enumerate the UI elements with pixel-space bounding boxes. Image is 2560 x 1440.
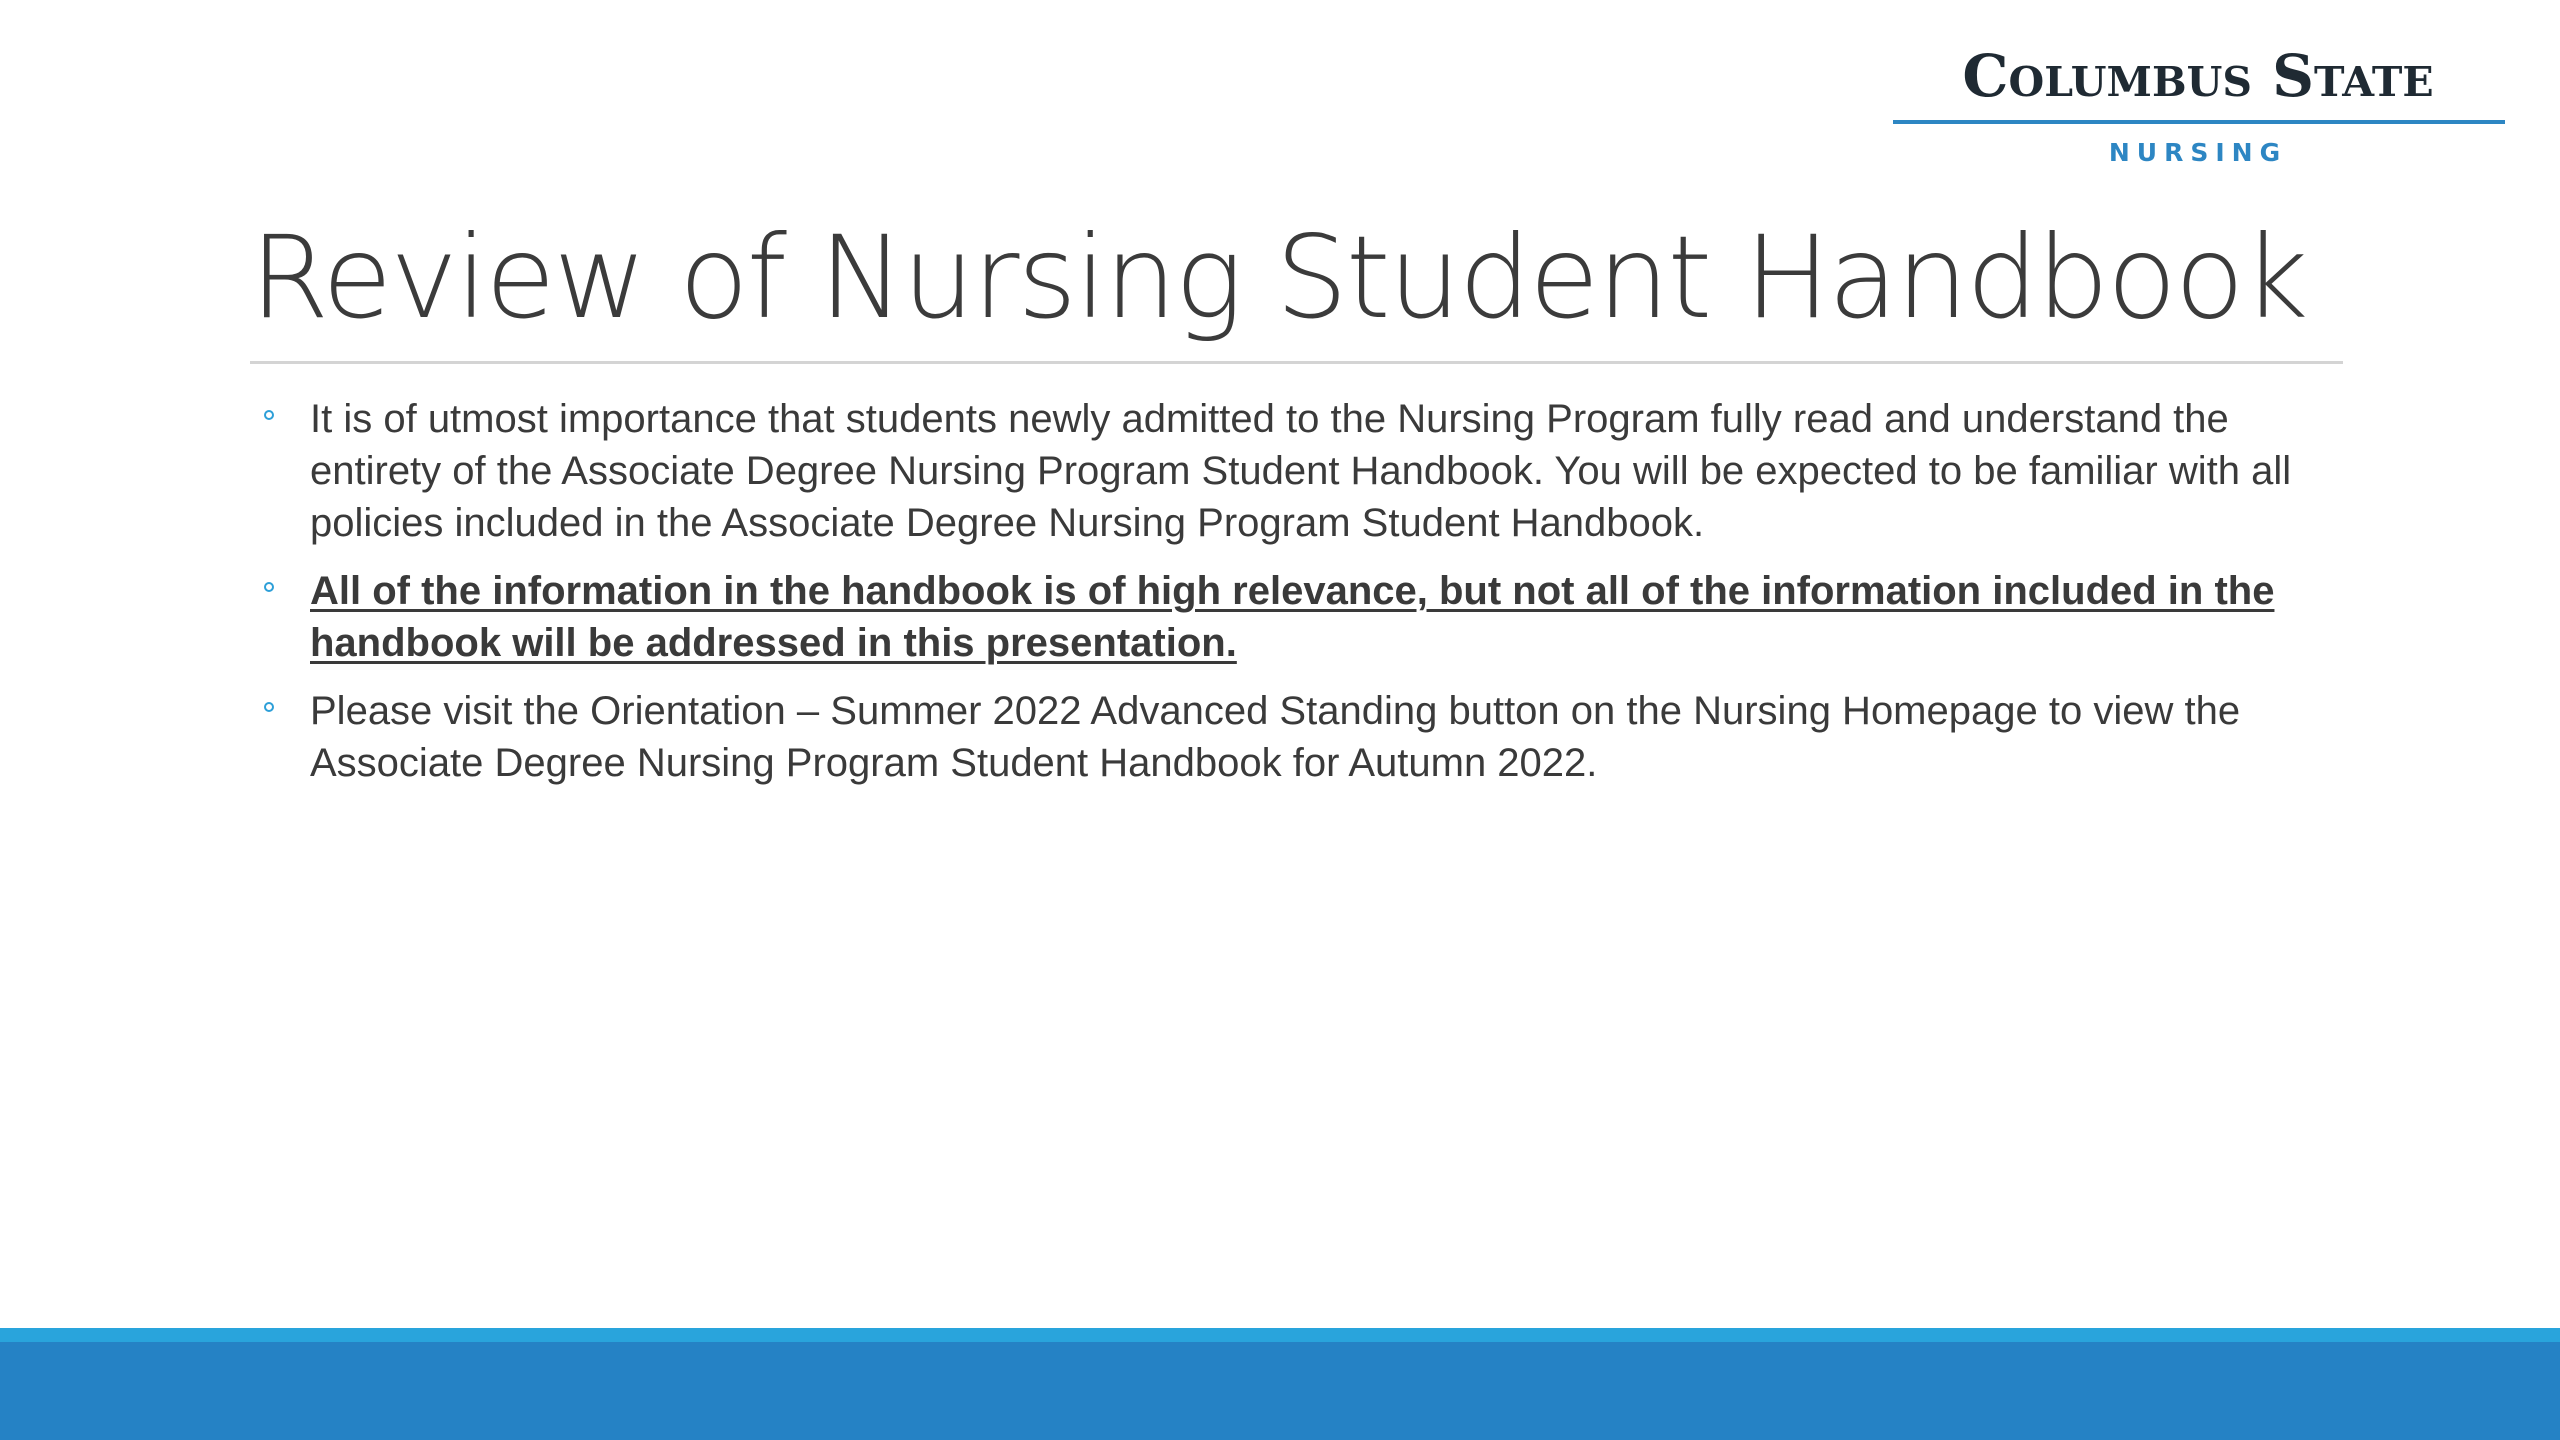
logo-subtitle: NURSING bbox=[2108, 138, 2288, 167]
bullet-text: All of the information in the handbook is of high relevance, but not all of the information included in the handbook will be addressed in this presentation. bbox=[310, 569, 2275, 665]
footer-stripe bbox=[0, 1328, 2560, 1342]
bullet-circle-icon bbox=[264, 410, 274, 420]
bullet-item-emphasized bbox=[262, 565, 2322, 669]
bullet-text: It is of utmost importance that students newly admitted to the Nursing Program fully read and understand the entirety of the Associate Degree Nursing Program Student Handbook. You will be expected to be familiar with all policies included in the Associate Degree Nursing Program Student Handbook. bbox=[310, 397, 2292, 545]
title-divider bbox=[250, 361, 2343, 364]
bullet-circle-icon bbox=[264, 582, 274, 592]
logo-rule bbox=[1893, 120, 2505, 124]
bullet-text: Please visit the Orientation – Summer 2022 Advanced Standing button on the Nursing Homepage to view the Associate Degree Nursing Program Student Handbook for Autumn 2022. bbox=[310, 689, 2241, 785]
bullet-circle-icon bbox=[264, 702, 274, 712]
bullet-item bbox=[262, 685, 2322, 789]
bullet-list bbox=[262, 393, 2322, 805]
logo-wordmark: Columbus State bbox=[1962, 42, 2434, 110]
columbus-state-nursing-logo bbox=[1890, 38, 2506, 178]
bullet-item bbox=[262, 393, 2322, 549]
footer-band bbox=[0, 1342, 2560, 1440]
slide-title: Review of Nursing Student Handbook bbox=[250, 211, 2307, 344]
